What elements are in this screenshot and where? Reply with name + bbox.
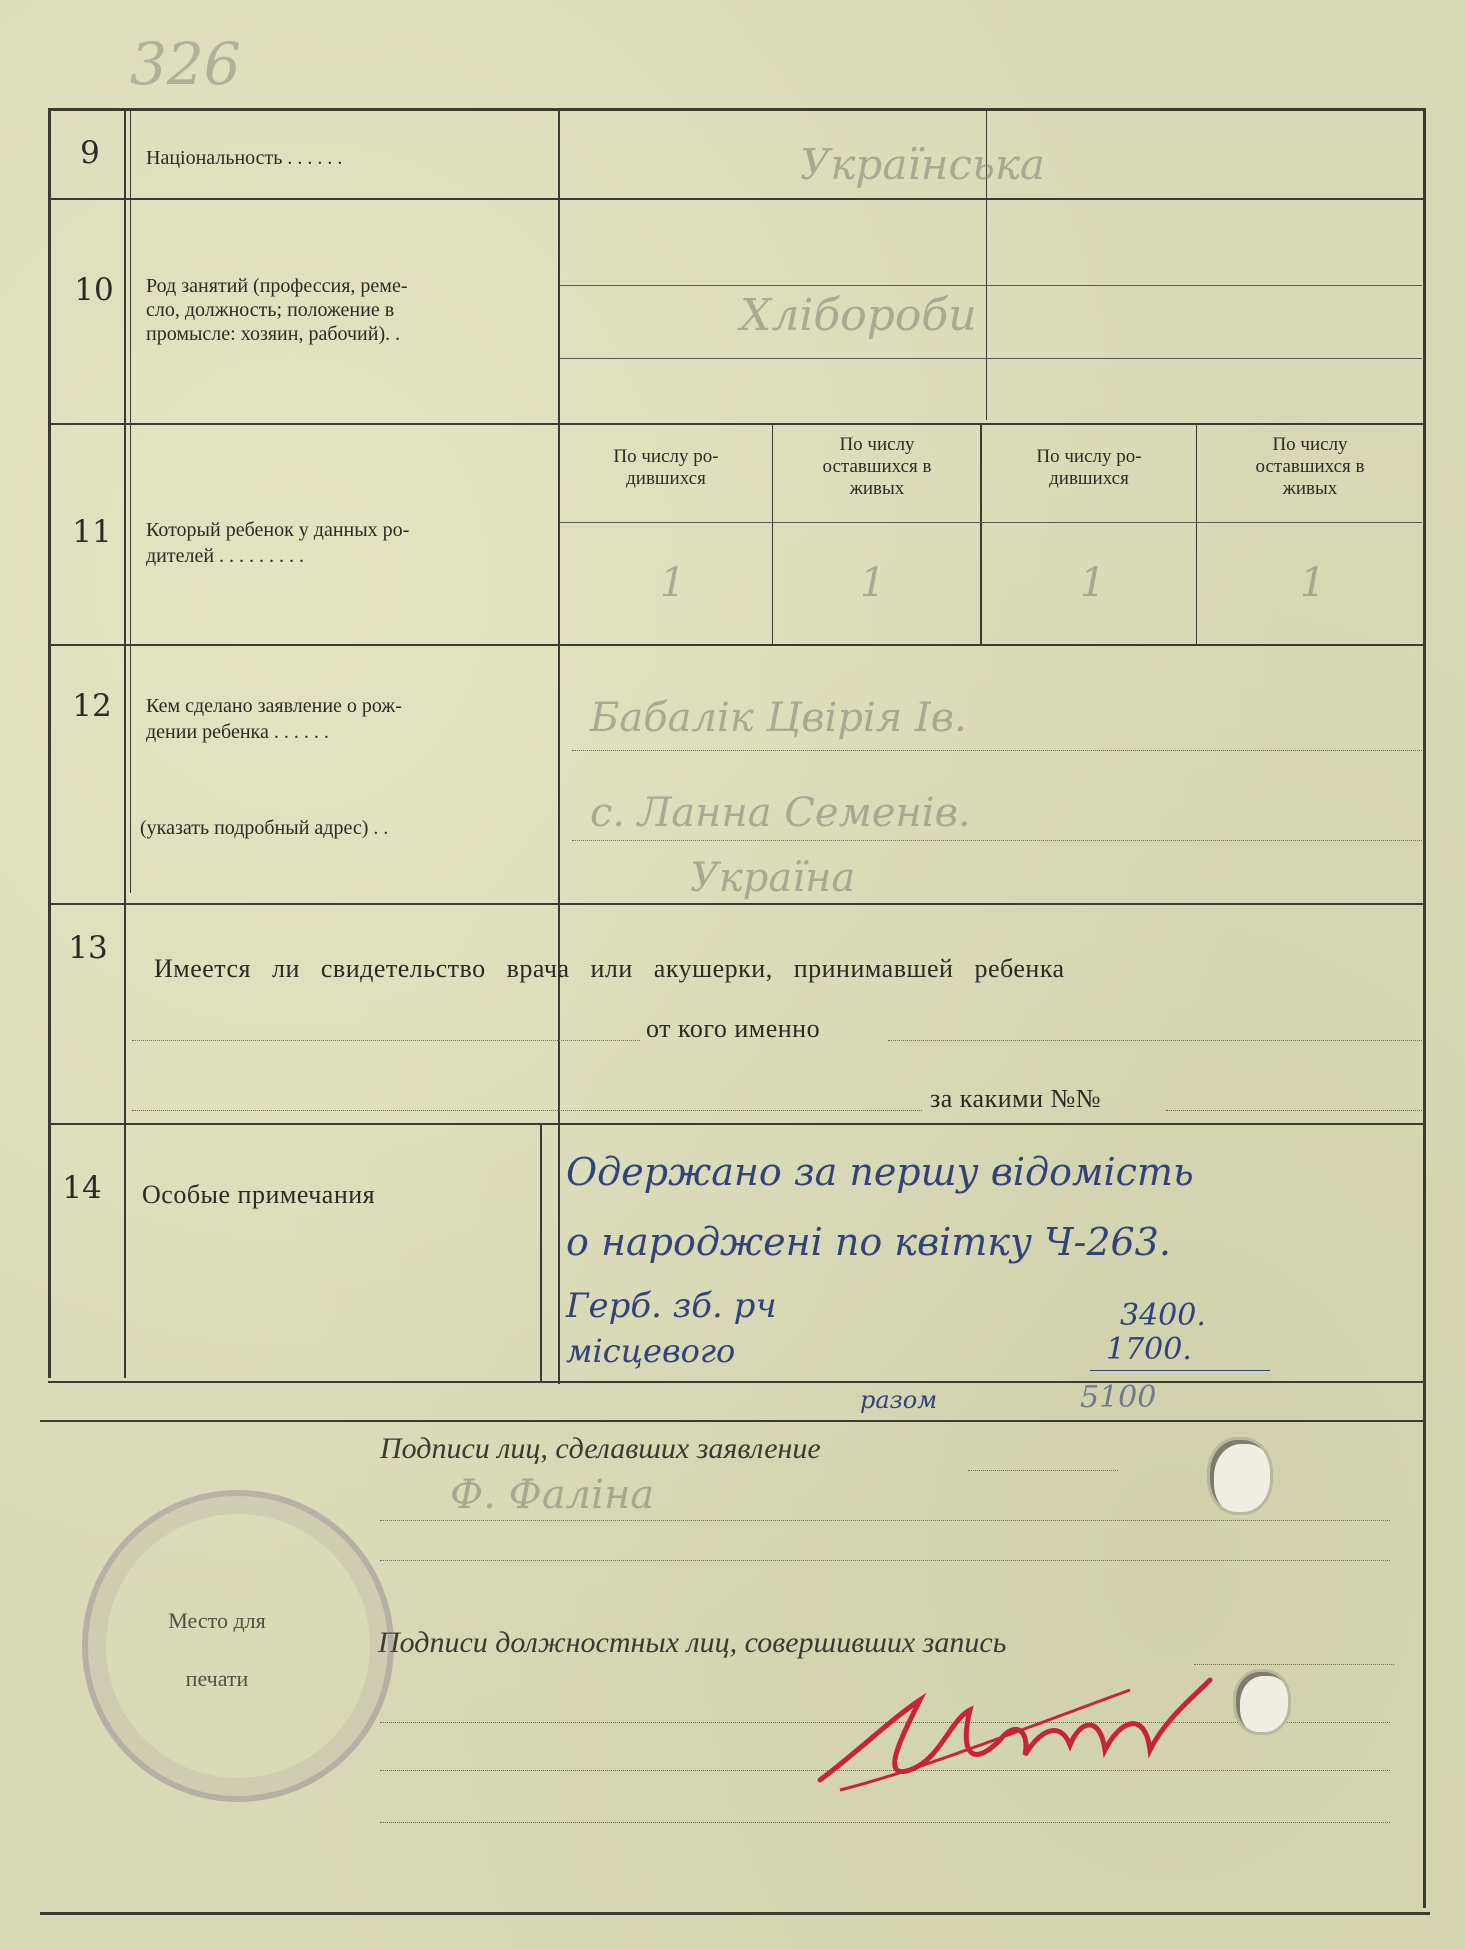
row-14-amount-2: 1700. xyxy=(1106,1332,1192,1367)
row-12-address-label: (указать подробный адрес) . . xyxy=(140,817,389,839)
row-10-rule-2 xyxy=(560,358,1422,359)
row-10-label-line-3: промысле: хозяин, рабочий). . xyxy=(146,323,401,345)
frame-right xyxy=(1423,108,1426,1908)
row-11-col-2-header xyxy=(776,434,978,500)
row-11-col-4-line-1: По числу xyxy=(1272,434,1348,455)
row-14-sum-rule xyxy=(1090,1370,1270,1371)
row-11-label-line-2: дителей . . . . . . . . . xyxy=(146,545,305,567)
row-11-bottom xyxy=(48,644,1426,646)
row-11-value-3: 1 xyxy=(1080,560,1106,606)
row-11-col-1-header xyxy=(566,446,766,490)
row-9-bottom xyxy=(48,198,1426,200)
row-11-col-2-line-1: По числу xyxy=(839,434,915,455)
row-13-bottom xyxy=(48,1123,1426,1125)
row-12-line-1 xyxy=(572,750,1422,751)
officials-line-4 xyxy=(380,1822,1390,1823)
row-14-number: 14 xyxy=(62,1170,102,1206)
row-11-header-rule xyxy=(560,522,1422,523)
row-13-line-1b xyxy=(888,1040,1422,1041)
seal-placeholder xyxy=(82,1490,394,1802)
seal-text-line-2: печати xyxy=(185,1666,249,1691)
row-11-col-3-line-2: дившихся xyxy=(1049,468,1129,489)
row-10-number: 10 xyxy=(74,272,114,308)
row-12-value-line-3: Україна xyxy=(690,855,856,901)
frame-left xyxy=(48,108,51,1378)
binding-hole-1 xyxy=(1210,1440,1270,1512)
row-11-label-line-1: Который ребенок у данных ро- xyxy=(146,519,410,541)
row-13-question: Имеется ли свидетельство врача или акушерки, принимавшей ребенка xyxy=(154,954,1065,983)
row-12-value-line-2: с. Ланна Семенів. xyxy=(590,790,971,836)
row-11-value-4: 1 xyxy=(1300,560,1326,606)
row-11-col-4-line-3: живых xyxy=(1282,478,1338,499)
applicant-name: Ф. Фаліна xyxy=(450,1472,655,1518)
row-14-label-rule xyxy=(540,1123,542,1383)
seal-text-line-1: Место для xyxy=(168,1608,266,1633)
row-11-col-2-line-3: живых xyxy=(849,478,905,499)
row-12-value-line-1: Бабалік Цвірія Ів. xyxy=(590,695,967,741)
binding-hole-2 xyxy=(1236,1672,1288,1732)
frame-top xyxy=(48,108,1426,111)
row-11-col-1-line-1: По числу ро- xyxy=(613,446,719,467)
official-signature xyxy=(800,1660,1240,1810)
row-11-value-2: 1 xyxy=(860,560,886,606)
row-11-col-2-line-2: оставшихся в xyxy=(822,456,932,477)
row-11-col-1-line-2: дившихся xyxy=(626,468,706,489)
row-14-total-label: разом xyxy=(860,1386,938,1414)
row-11-col-rule-2 xyxy=(980,425,982,645)
row-14-note-line-3: Герб. зб. рч xyxy=(566,1286,777,1326)
row-11-col-rule-3 xyxy=(1196,425,1197,645)
row-13-line-2a xyxy=(132,1110,922,1111)
row-10-value: Хлібороби xyxy=(740,290,977,341)
applicants-line-3 xyxy=(380,1560,1390,1561)
row-13-line-1a xyxy=(132,1040,640,1041)
number-column-rule xyxy=(124,108,126,1378)
row-12-label-line-1: Кем сделано заявление о рож- xyxy=(146,695,402,717)
row-14-total-value: 5100 xyxy=(1080,1380,1157,1415)
row-9-number: 9 xyxy=(80,135,100,171)
row-11-col-3-header xyxy=(984,446,1194,490)
row-10-bottom xyxy=(48,423,1426,425)
row-11-col-rule-1 xyxy=(772,425,773,645)
row-14-note-extra: місцевого xyxy=(566,1332,736,1370)
row-11-col-4-header xyxy=(1200,434,1420,500)
row-11-value-1: 1 xyxy=(660,560,686,606)
row-13-from-whom: от кого именно xyxy=(646,1014,821,1043)
label-column-rule xyxy=(558,108,560,1384)
row-13-number: 13 xyxy=(68,930,108,966)
officials-signature-label: Подписи должностных лиц, совершивших запись xyxy=(378,1626,1007,1659)
row-13-line-2b xyxy=(1166,1110,1422,1111)
signature-block-rule xyxy=(40,1420,1426,1422)
row-14-amount-1: 3400. xyxy=(1120,1298,1206,1333)
row-9-label: Національность . . . . . . xyxy=(146,147,343,169)
row-14-bottom xyxy=(48,1381,1426,1383)
page-mark: 326 xyxy=(130,30,241,98)
applicants-line-1 xyxy=(968,1470,1118,1471)
row-14-label: Особые примечания xyxy=(142,1180,376,1209)
row-13-numbers: за какими №№ xyxy=(930,1084,1102,1113)
applicants-line-2 xyxy=(380,1520,1390,1521)
row-11-col-3-line-1: По числу ро- xyxy=(1036,446,1142,467)
row-9-value: Українська xyxy=(800,140,1045,189)
row-10-label-line-1: Род занятий (профессия, реме- xyxy=(146,275,408,297)
frame-bottom xyxy=(40,1912,1430,1915)
row-12-label-line-2: дении ребенка . . . . . . xyxy=(146,721,329,743)
row-12-bottom xyxy=(48,903,1426,905)
row-11-number: 11 xyxy=(72,514,112,550)
row-14-note-line-2: о народжені по квітку Ч-263. xyxy=(566,1220,1171,1264)
number-column-rule-2 xyxy=(130,108,131,893)
row-11-col-4-line-2: оставшихся в xyxy=(1255,456,1365,477)
row-12-number: 12 xyxy=(72,688,112,724)
row-12-line-2 xyxy=(572,840,1422,841)
applicants-signature-label: Подписи лиц, сделавших заявление xyxy=(380,1432,821,1465)
row-10-rule-1 xyxy=(560,285,1422,286)
row-10-label-line-2: сло, должность; положение в xyxy=(146,299,395,321)
row-14-note-line-1: Одержано за першу відомість xyxy=(566,1150,1194,1194)
